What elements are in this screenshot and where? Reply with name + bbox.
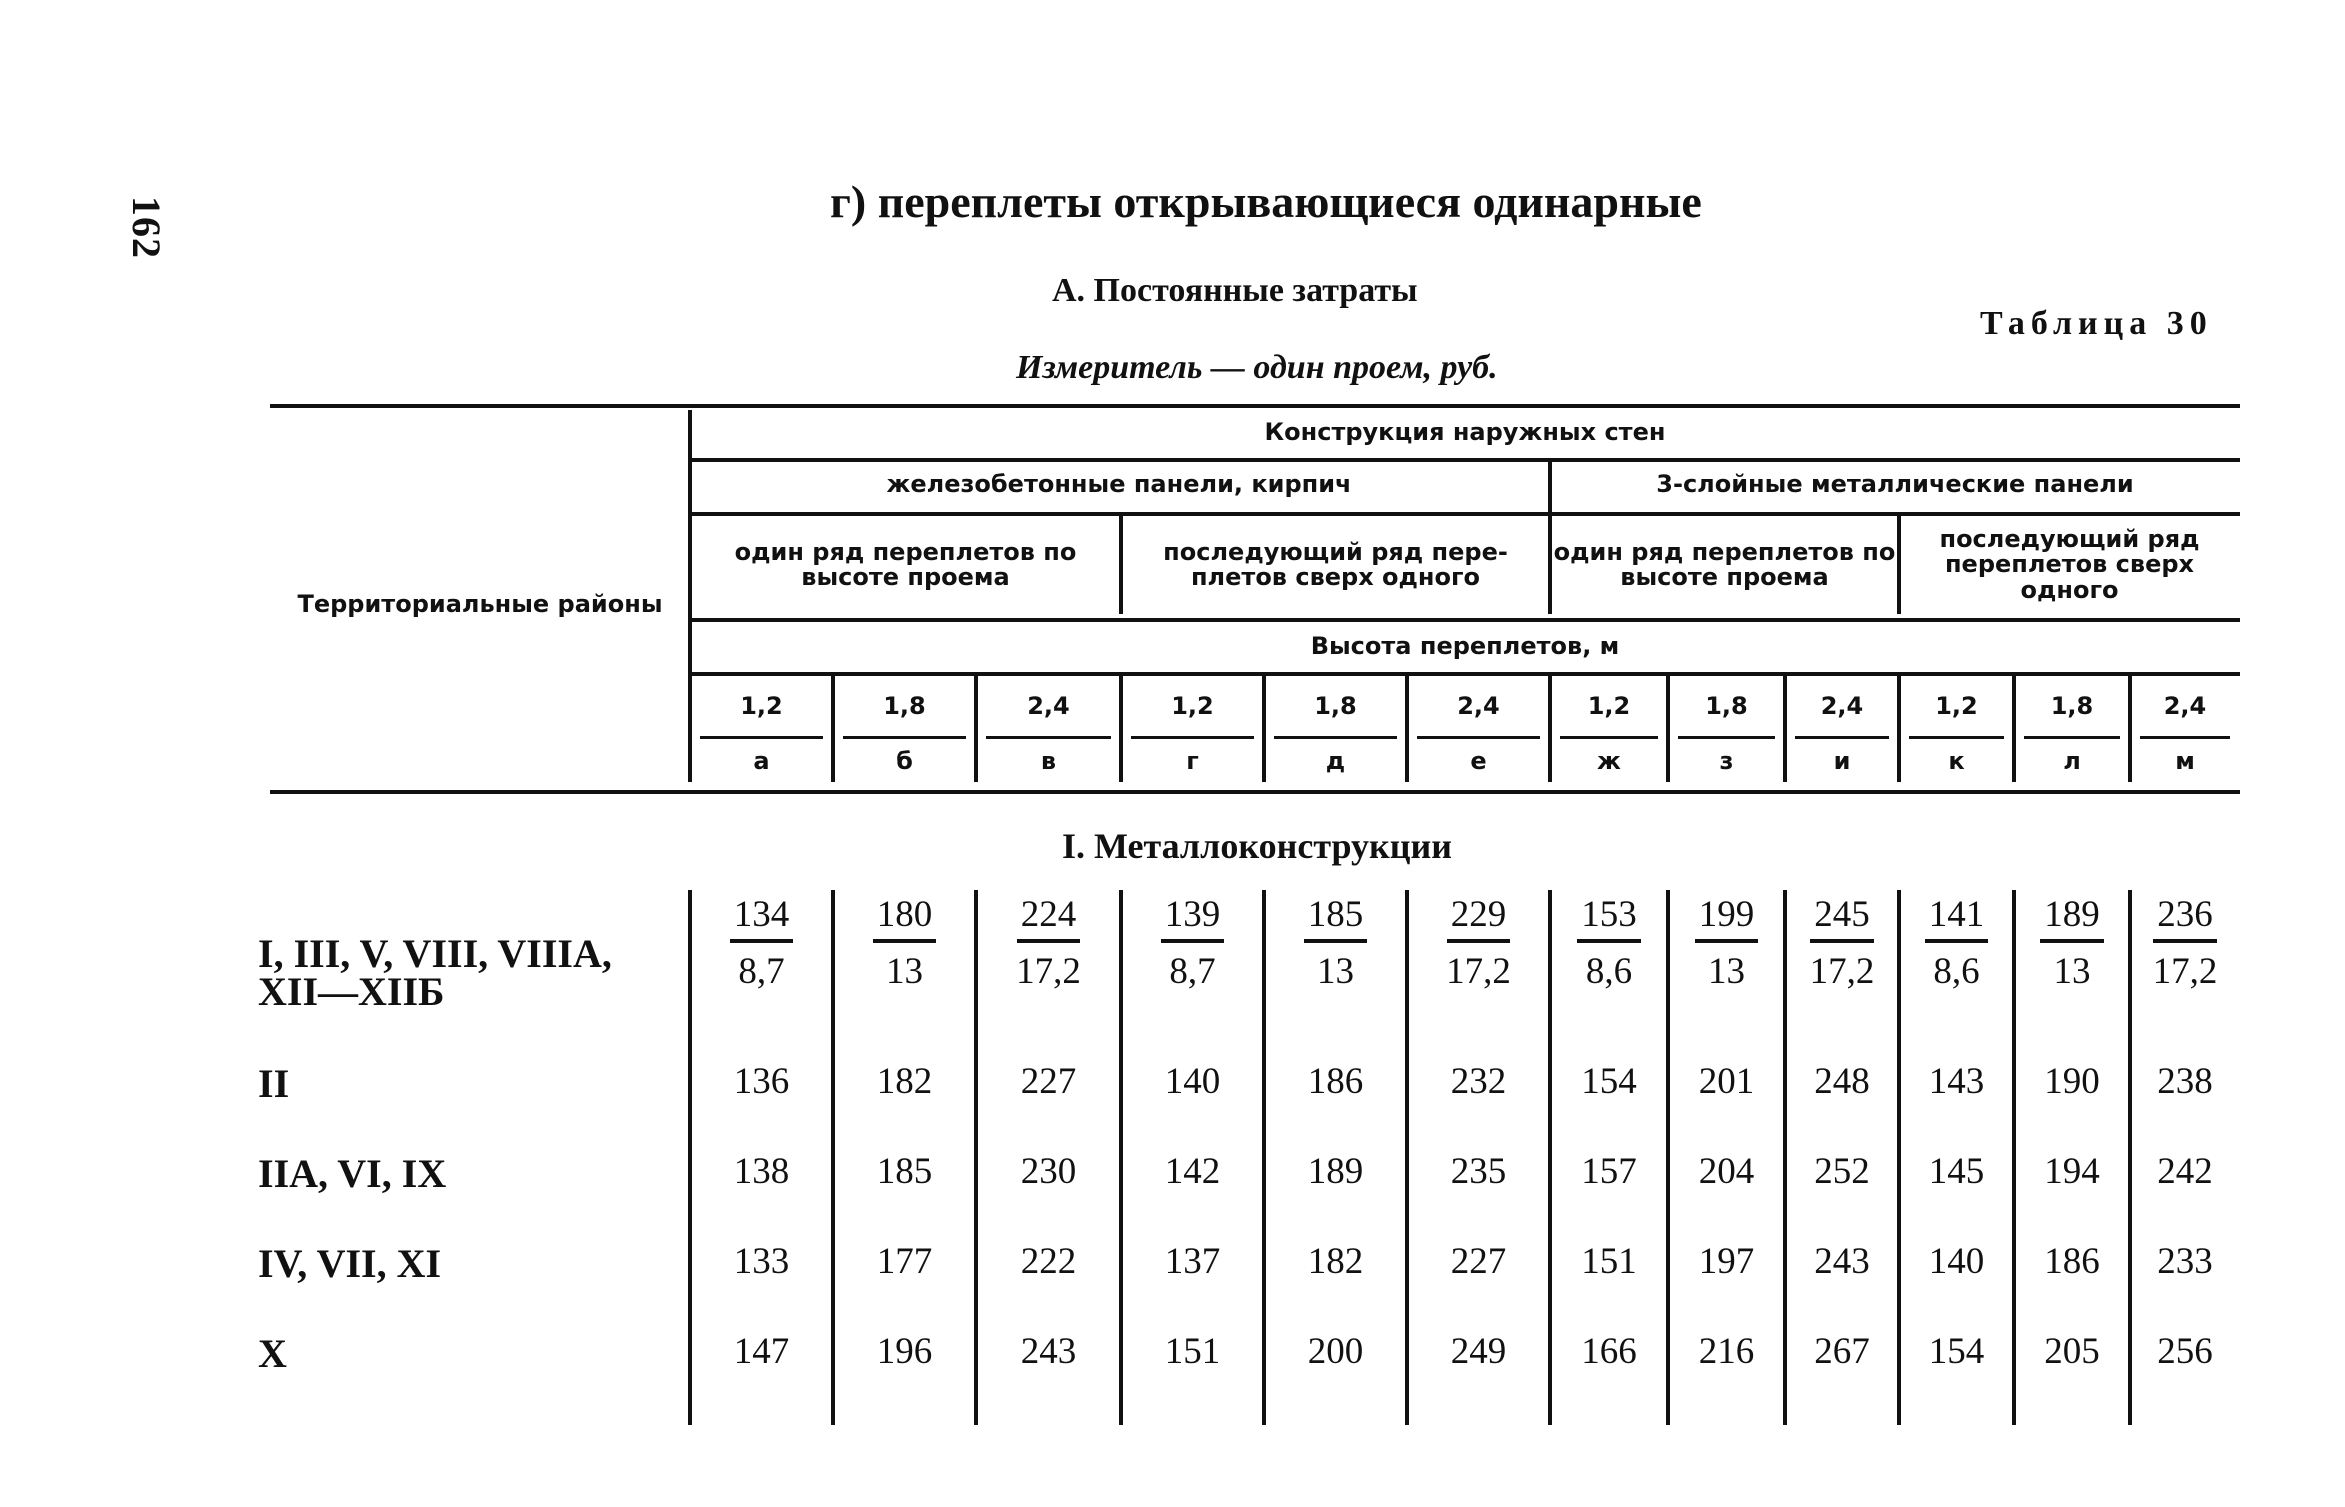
table-cell: 238 — [2157, 1061, 2213, 1102]
table-cell: 166 — [1581, 1331, 1637, 1372]
numerator: 180 — [873, 896, 937, 943]
height-letter-rule — [1795, 736, 1889, 739]
row-label: IV, VII, XI — [258, 1241, 442, 1286]
row-label: XII—XIIБ — [258, 969, 445, 1014]
height-value: 2,4 — [1027, 692, 1070, 721]
height-value: 2,4 — [1457, 692, 1500, 721]
height-letter-rule — [1131, 736, 1254, 739]
denominator: 8,6 — [1933, 951, 1980, 992]
page-heading: г) переплеты открывающиеся одинарные — [830, 176, 1702, 227]
height-letter-rule — [2024, 736, 2120, 739]
row-label: II — [258, 1061, 290, 1106]
subheader-first-row-concrete: один ряд переплетов по высоте проема — [734, 537, 1077, 591]
height-letter-rule — [1274, 736, 1397, 739]
table-cell: 232 — [1450, 1061, 1507, 1102]
table-cell: 248 — [1814, 1061, 1870, 1102]
table-cell: 227 — [1020, 1061, 1077, 1102]
table-cell: 205 — [2044, 1331, 2100, 1372]
table-cell: 243 — [1020, 1331, 1077, 1372]
height-letter-rule — [986, 736, 1111, 739]
column-letter: д — [1325, 747, 1346, 776]
table-cell: 138 — [733, 1151, 790, 1192]
numerator: 229 — [1447, 896, 1511, 943]
denominator: 8,6 — [1585, 951, 1633, 992]
table-cell: 201 — [1698, 1061, 1755, 1102]
fraction-cell — [976, 896, 1121, 1006]
table-cell: 243 — [1814, 1241, 1870, 1282]
column-letter: з — [1719, 747, 1734, 776]
numerator: 199 — [1695, 896, 1759, 943]
fraction-cell — [1899, 896, 2014, 1006]
table-cell: 227 — [1450, 1241, 1507, 1282]
numerator: 236 — [2153, 896, 2217, 943]
table-cell: 133 — [733, 1241, 790, 1282]
denominator: 17,2 — [1016, 951, 1081, 992]
table-label: Таблица 30 — [1980, 305, 2213, 342]
row-label-header: Территориальные районы — [297, 590, 663, 619]
table-cell: 200 — [1307, 1331, 1364, 1372]
height-letter-rule — [1678, 736, 1775, 739]
table-cell: 194 — [2044, 1151, 2100, 1192]
table-cell: 157 — [1581, 1151, 1637, 1192]
numerator: 189 — [2040, 896, 2104, 943]
column-letter: г — [1186, 747, 1199, 776]
numerator: 153 — [1577, 896, 1641, 943]
group-header-metal: 3-слойные металлические панели — [1656, 470, 2134, 499]
table-cell: 186 — [2044, 1241, 2100, 1282]
table-cell: 242 — [2157, 1151, 2213, 1192]
table-cell: 185 — [876, 1151, 933, 1192]
table-cell: 154 — [1581, 1061, 1637, 1102]
construction-header: Конструкция наружных стен — [1264, 418, 1666, 447]
fraction-cell — [2130, 896, 2240, 1006]
denominator: 8,7 — [1169, 951, 1216, 992]
column-letter: л — [2063, 747, 2081, 776]
table-cell: 204 — [1698, 1151, 1755, 1192]
height-value: 1,2 — [1587, 692, 1631, 721]
height-letter-rule — [700, 736, 823, 739]
table-cell: 197 — [1698, 1241, 1755, 1282]
height-letter-rule — [2140, 736, 2230, 739]
fraction-cell — [1785, 896, 1899, 1006]
section-title: I. Металлоконструкции — [1062, 826, 1452, 866]
height-header: Высота переплетов, м — [1310, 632, 1620, 661]
height-letter-rule — [843, 736, 966, 739]
height-value: 1,8 — [883, 692, 926, 721]
numerator: 224 — [1017, 896, 1081, 943]
column-letter: б — [896, 747, 913, 776]
table-cell: 196 — [876, 1331, 933, 1372]
denominator: 17,2 — [1809, 951, 1875, 992]
table-cell: 147 — [733, 1331, 790, 1372]
row-label: I, III, V, VIII, VIIIA, — [258, 931, 612, 976]
denominator: 13 — [1317, 951, 1354, 992]
group-header-concrete: железобетонные панели, кирпич — [886, 470, 1352, 499]
table-cell: 136 — [733, 1061, 790, 1102]
denominator: 13 — [2053, 951, 2091, 992]
subheader-first-row-metal: один ряд переплетов по высоте проема — [1553, 537, 1896, 591]
measure-caption: Измеритель — один проем, руб. — [1016, 349, 1498, 386]
height-value: 2,4 — [1820, 692, 1864, 721]
column-letter: ж — [1597, 747, 1621, 776]
column-letter: в — [1040, 747, 1057, 776]
section-subheading: А. Постоянные затраты — [1052, 272, 1418, 309]
numerator: 134 — [730, 896, 794, 943]
column-letter: е — [1470, 747, 1487, 776]
subheader-next-row-concrete: последующий ряд пере-плетов сверх одного — [1163, 537, 1508, 591]
numerator: 139 — [1161, 896, 1225, 943]
table-cell: 249 — [1450, 1331, 1507, 1372]
table-cell: 230 — [1020, 1151, 1077, 1192]
table-cell: 177 — [876, 1241, 933, 1282]
row-label: X — [258, 1331, 287, 1376]
table-cell: 140 — [1164, 1061, 1221, 1102]
table-cell: 154 — [1928, 1331, 1985, 1372]
denominator: 13 — [1708, 951, 1745, 992]
header-rule — [690, 672, 2240, 676]
subheader-next-row-metal: последующий ряд переплетов сверх одного — [1939, 525, 2200, 604]
height-value: 1,2 — [1935, 692, 1978, 721]
table-cell: 267 — [1814, 1331, 1870, 1372]
page-number: 162 — [124, 196, 169, 259]
column-letter: и — [1833, 747, 1851, 776]
row-label: IIA, VI, IX — [258, 1151, 447, 1196]
table-cell: 182 — [1307, 1241, 1364, 1282]
table-cell: 233 — [2157, 1241, 2213, 1282]
height-value: 1,8 — [1705, 692, 1748, 721]
fraction-cell — [1668, 896, 1785, 1006]
denominator: 17,2 — [2152, 951, 2218, 992]
height-letter-rule — [1909, 736, 2004, 739]
height-letter-rule — [1560, 736, 1658, 739]
table-cell: 216 — [1698, 1331, 1755, 1372]
numerator: 185 — [1304, 896, 1368, 943]
fraction-cell — [1550, 896, 1668, 1006]
table-cell: 186 — [1307, 1061, 1364, 1102]
denominator: 8,7 — [738, 951, 785, 992]
header-bottom-rule — [270, 790, 2240, 794]
table-cell: 235 — [1450, 1151, 1507, 1192]
fraction-cell — [833, 896, 976, 1006]
height-value: 1,2 — [740, 692, 783, 721]
numerator: 245 — [1810, 896, 1874, 943]
denominator: 13 — [886, 951, 923, 992]
fraction-cell — [1407, 896, 1550, 1006]
table-cell: 256 — [2157, 1331, 2213, 1372]
table-cell: 142 — [1164, 1151, 1221, 1192]
table-cell: 222 — [1020, 1241, 1077, 1282]
column-letter: м — [2175, 747, 2195, 776]
table-cell: 145 — [1928, 1151, 1985, 1192]
height-value: 2,4 — [2163, 692, 2207, 721]
fraction-cell — [2014, 896, 2130, 1006]
height-value: 1,8 — [2050, 692, 2094, 721]
denominator: 17,2 — [1446, 951, 1511, 992]
table-cell: 151 — [1164, 1331, 1221, 1372]
fraction-cell — [1264, 896, 1407, 1006]
table-cell: 140 — [1928, 1241, 1985, 1282]
numerator: 141 — [1925, 896, 1989, 943]
table-cell: 190 — [2044, 1061, 2100, 1102]
table-cell: 252 — [1814, 1151, 1870, 1192]
table-cell: 137 — [1164, 1241, 1221, 1282]
table-cell: 151 — [1581, 1241, 1637, 1282]
fraction-cell — [690, 896, 833, 1006]
fraction-cell — [1121, 896, 1264, 1006]
table-cell: 182 — [876, 1061, 933, 1102]
column-letter: к — [1948, 747, 1965, 776]
column-letter: а — [753, 747, 770, 776]
height-value: 1,2 — [1171, 692, 1214, 721]
height-value: 1,8 — [1314, 692, 1357, 721]
height-letter-rule — [1417, 736, 1540, 739]
table-cell: 189 — [1307, 1151, 1364, 1192]
table-cell: 143 — [1928, 1061, 1985, 1102]
